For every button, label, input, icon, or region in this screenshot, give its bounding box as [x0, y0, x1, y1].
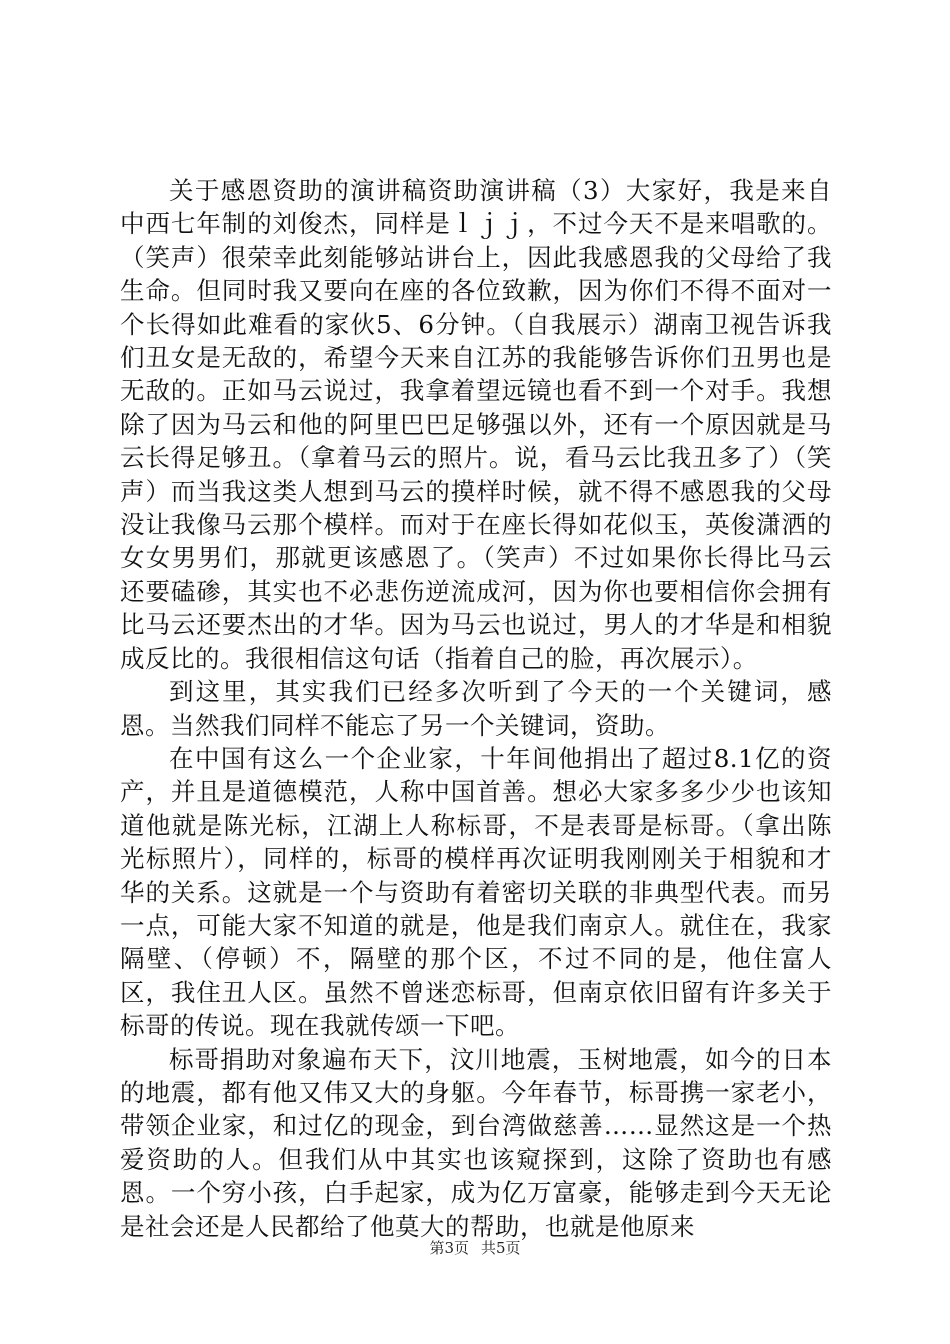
paragraph-3: 在中国有这么一个企业家，十年间他捐出了超过8.1亿的资产，并且是道德模范，人称中国首善。想必大家多多少少也该知道他就是陈光标，江湖上人称标哥，不是表哥是标哥。（拿出陈光标照片），同样的，标哥的模样再次证明我刚刚关于相貌和才华的关系。这就是一个与资助有着密切关联的非典型代表。而另一点，可能大家不知道的就是，他是我们南京人。就住在，我家隔壁、（停顿）不，隔壁的那个区，不过不同的是，他住富人区，我住丑人区。虽然不曾迷恋标哥，但南京依旧留有许多关于标哥的传说。现在我就传颂一下吧。 — [120, 743, 832, 1041]
page-number: 第3页 — [429, 1239, 469, 1257]
page-total: 共5页 — [481, 1239, 521, 1257]
page-footer — [0, 1238, 950, 1258]
paragraph-4: 标哥捐助对象遍布天下，汶川地震，玉树地震，如今的日本的地震，都有他又伟又大的身躯。今年春节，标哥携一家老小，带领企业家，和过亿的现金，到台湾做慈善……显然这是一个热爱资助的人。但我们从中其实也该窥探到，这除了资助也有感恩。一个穷小孩，白手起家，成为亿万富豪，能够走到今天无论是社会还是人民都给了他莫大的帮助，也就是他原来 — [120, 1044, 832, 1241]
paragraph-2: 到这里，其实我们已经多次听到了今天的一个关键词，感恩。当然我们同样不能忘了另一个关键词，资助。 — [120, 677, 832, 740]
document-body — [120, 174, 832, 1243]
paragraph-1: 关于感恩资助的演讲稿资助演讲稿（3）大家好，我是来自中西七年制的刘俊杰，同样是ｌｊｊ，不过今天不是来唱歌的。（笑声）很荣幸此刻能够站讲台上，因此我感恩我的父母给了我生命。但同时我又要向在座的各位致歉，因为你们不得不面对一个长得如此难看的家伙5、6分钟。（自我展示）湖南卫视告诉我们丑女是无敌的，希望今天来自江苏的我能够告诉你们丑男也是无敌的。正如马云说过，我拿着望远镜也看不到一个对手。我想除了因为马云和他的阿里巴巴足够强以外，还有一个原因就是马云长得足够丑。（拿着马云的照片。说，看马云比我丑多了）（笑声）而当我这类人想到马云的摸样时候，就不得不感恩我的父母没让我像马云那个模样。而对于在座长得如花似玉，英俊潇洒的女女男男们，那就更该感恩了。（笑声）不过如果你长得比马云还要磕碜，其实也不必悲伤逆流成河，因为你也要相信你会拥有比马云还要杰出的才华。因为马云也说过，男人的才华是和相貌成反比的。我很相信这句话（指着自己的脸，再次展示）。 — [120, 176, 832, 673]
